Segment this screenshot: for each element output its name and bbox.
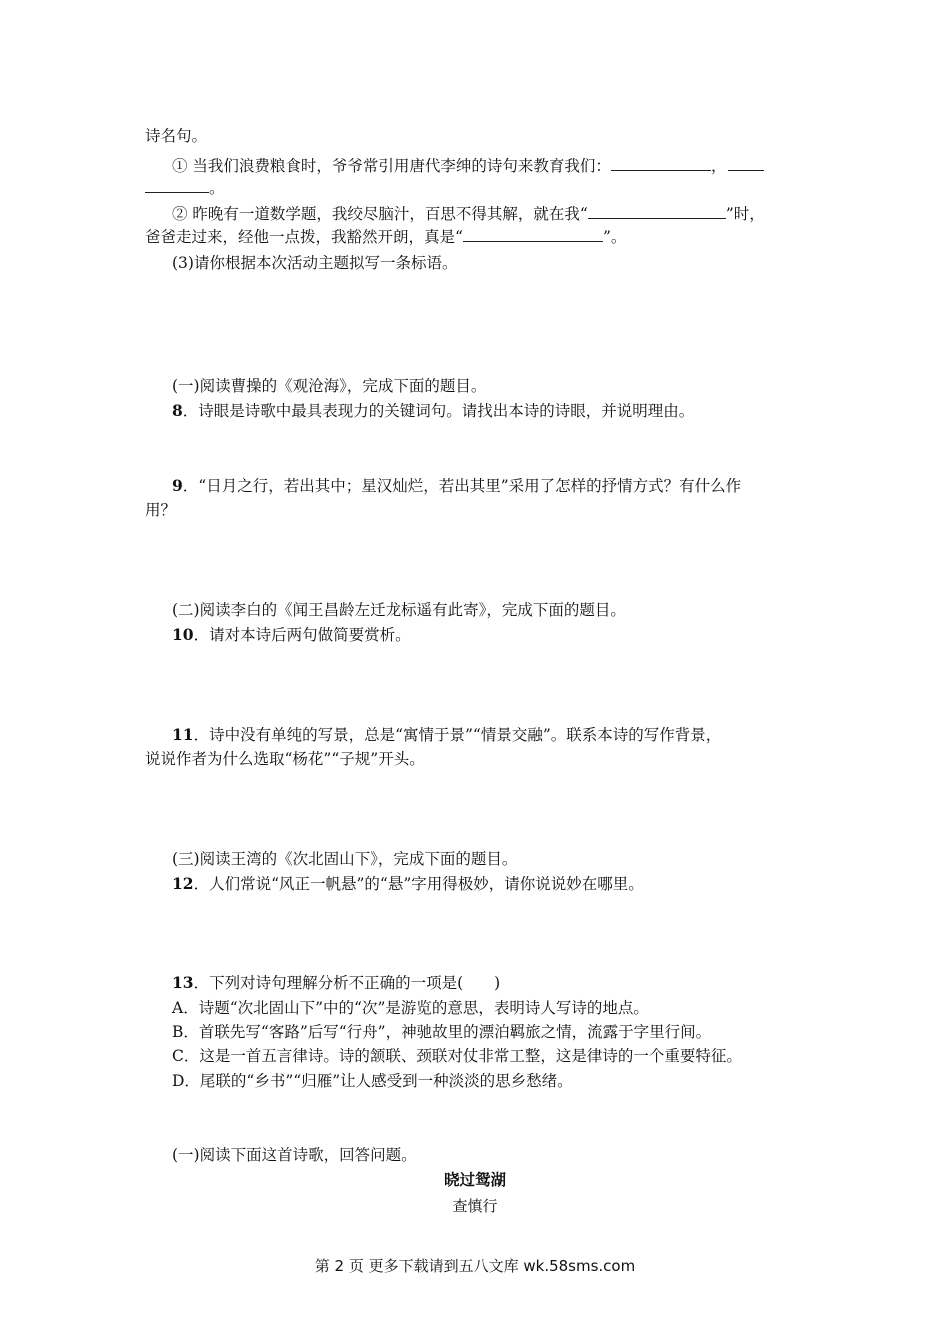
option-b: B．首联先写“客路”后写“行舟”，神驰故里的漂泊羁旅之情，流露于字里行间。 [172, 1023, 712, 1041]
question-8 [172, 401, 694, 421]
answer-blank[interactable] [728, 156, 764, 171]
question-number: 10 [172, 625, 194, 644]
question-number: 13 [172, 973, 194, 992]
option-a: A．诗题“次北固山下”中的“次”是游览的意思，表明诗人写诗的地点。 [172, 999, 649, 1017]
question-number: 9 [172, 476, 183, 495]
question-number: 12 [172, 874, 194, 893]
question-11 [172, 725, 721, 745]
section-4-heading: (一)阅读下面这首诗歌，回答问题。 [172, 1146, 417, 1164]
question-7-2-prefix: ② 昨晚有一道数学题，我绞尽脑汁，百思不得其解，就在我“ [172, 205, 588, 223]
question-11-line2: 说说作者为什么选取“杨花”“子规”开头。 [145, 750, 425, 768]
question-7-1-line2 [145, 178, 225, 198]
question-number: 8 [172, 401, 183, 420]
question-12 [172, 874, 644, 894]
question-10 [172, 625, 411, 645]
question-7-1-end: 。 [209, 179, 225, 197]
question-7-2-line2 [145, 227, 626, 247]
question-7-1-prefix: ① 当我们浪费粮食时，爷爷常引用唐代李绅的诗句来教育我们： [172, 157, 611, 175]
question-7-3: (3)请你根据本次活动主题拟写一条标语。 [172, 254, 458, 272]
question-7-2-mid: ”时， [725, 205, 765, 223]
question-9-line2: 用？ [145, 501, 177, 519]
answer-blank[interactable] [463, 227, 603, 242]
question-7-2-line2-end: ”。 [602, 228, 627, 246]
question-10-text: ．请对本诗后两句做简要赏析。 [193, 626, 411, 644]
section-2-heading: (二)阅读李白的《闻王昌龄左迁龙标遥有此寄》，完成下面的题目。 [172, 601, 626, 619]
question-8-text: ．诗眼是诗歌中最具表现力的关键词句。请找出本诗的诗眼，并说明理由。 [182, 402, 695, 420]
question-7-2-line2-prefix: 爸爸走过来，经他一点拨，我豁然开朗，真是“ [145, 228, 463, 246]
question-13 [172, 973, 500, 993]
answer-blank[interactable] [588, 204, 726, 219]
question-9-text: ．“日月之行，若出其中；星汉灿烂，若出其里”采用了怎样的抒情方式？有什么作 [182, 477, 742, 495]
question-11-text: ．诗中没有单纯的写景，总是“寓情于景”“情景交融”。联系本诗的写作背景， [193, 726, 722, 744]
section-3-heading: (三)阅读王湾的《次北固山下》，完成下面的题目。 [172, 850, 518, 868]
section-1-heading: (一)阅读曹操的《观沧海》，完成下面的题目。 [172, 377, 487, 395]
question-number: 11 [172, 725, 194, 744]
option-c: C．这是一首五言律诗。诗的颔联、颈联对仗非常工整，这是律诗的一个重要特征。 [172, 1047, 742, 1065]
question-12-text: ．人们常说“风正一帆悬”的“悬”字用得极妙，请你说说妙在哪里。 [193, 875, 644, 893]
poem-author: 查慎行 [452, 1197, 498, 1215]
answer-blank[interactable] [611, 156, 711, 171]
text-line-continuation: 诗名句。 [145, 127, 208, 145]
poem-title: 晓过鸳湖 [443, 1171, 506, 1189]
question-7-1 [172, 156, 764, 176]
option-d: D．尾联的“乡书”“归雁”让人感受到一种淡淡的思乡愁绪。 [172, 1072, 573, 1090]
page-footer: 第 2 页 更多下载请到五八文库 wk.58sms.com [314, 1257, 636, 1275]
question-13-text: ．下列对诗句理解分析不正确的一项是( ) [193, 974, 501, 992]
question-7-2 [172, 204, 765, 224]
answer-blank[interactable] [145, 178, 209, 193]
question-9 [172, 476, 741, 496]
question-7-1-comma: ， [710, 157, 727, 175]
